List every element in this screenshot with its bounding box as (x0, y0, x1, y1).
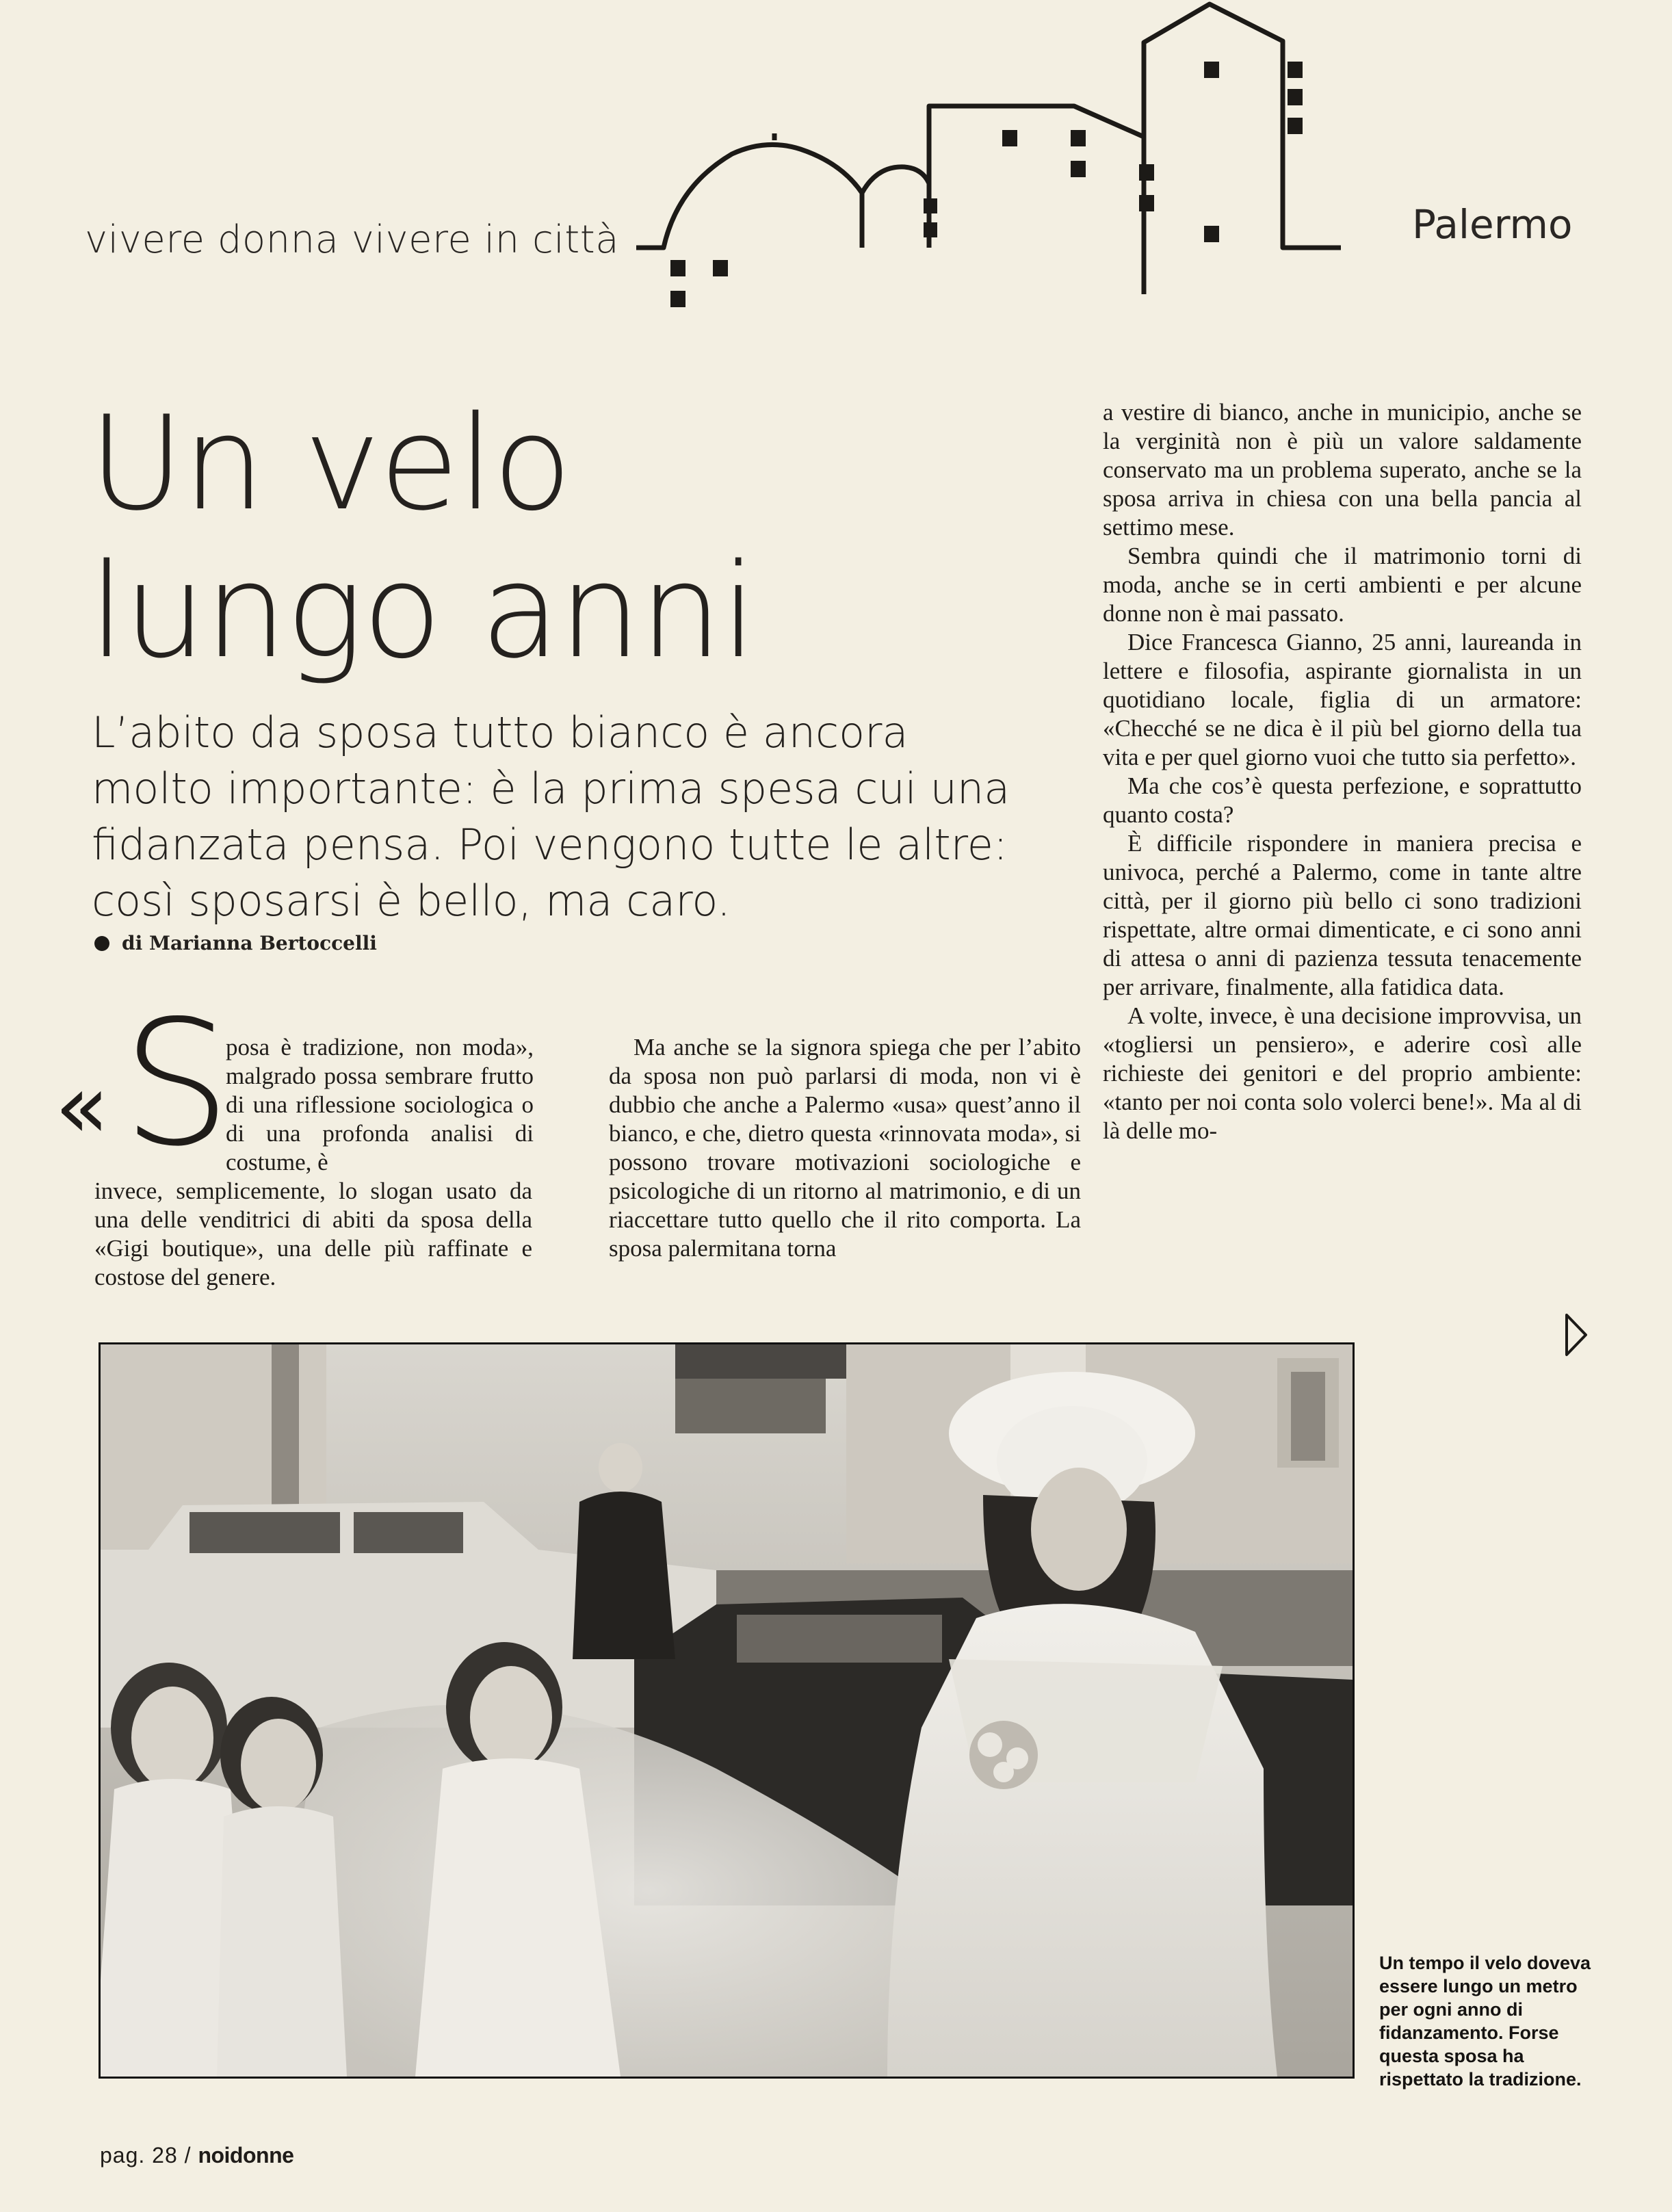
byline (94, 932, 377, 954)
column-2 (609, 1033, 1081, 1263)
paragraph: Dice Francesca Gianno, 25 anni, laureanda in lettere e filosofia, aspirante giornalista in un quotidiano locale, figlia di un armatore: «Checché se ne dica è il più bel giorno della tua vita e per quel giorno vuoi che tutto sia perfetto». (1103, 629, 1582, 770)
magazine-name: noidonne (198, 2143, 294, 2168)
continue-arrow-icon (1563, 1311, 1590, 1359)
drop-quote-mark: « (55, 1054, 109, 1158)
deck-line: fidanzata pensa. Poi vengono tutte le altre: (92, 820, 1008, 870)
article-deck (92, 705, 1063, 929)
byline-text: di Marianna Bertoccelli (122, 932, 377, 954)
deck-line: così sposarsi è bello, ma caro. (92, 876, 731, 926)
title-line: lungo anni (89, 536, 756, 687)
wedding-photo (99, 1342, 1355, 2079)
title-line: Un velo (89, 388, 571, 539)
city-skyline-illustration (636, 0, 1430, 322)
photo-caption: Un tempo il velo doveva essere lungo un metro per ogni anno di fidanzamento. Forse questa sposa ha rispettato la tradizione. (1379, 1953, 1591, 2090)
column-1-lead (226, 1033, 534, 1177)
column-1 (94, 1177, 532, 1292)
deck-line: L’abito da sposa tutto bianco è ancora (92, 707, 909, 757)
paragraph: È difficile rispondere in maniera precisa e univoca, perché a Palermo, come in tante altre città, per il giorno più bello ci sono tradizioni rispettate, altre ormai dimenticate, e ci sono anni di attesa o anni di pazienza tessuta tenacemente per arrivare, finalmente, alla fatidica data. (1103, 830, 1582, 1000)
paragraph: posa è tradizione, non moda», malgrado possa sembrare frutto di una riflessione sociologica o di una profonda analisi di costume, è (226, 1034, 534, 1175)
section-rubric: vivere donna vivere in città (85, 218, 620, 262)
paragraph: a vestire di bianco, anche in municipio, anche se la verginità non è più un valore saldamente conservato ma un problema superato, anche se la sposa arriva in chiesa con una bella pancia al settimo mese. (1103, 399, 1582, 541)
paragraph: Sembra quindi che il matrimonio torni di moda, anche se in certi ambienti e per alcune donne non è mai passato. (1103, 543, 1582, 627)
paragraph: Ma che cos’è questa perfezione, e soprattutto quanto costa? (1103, 772, 1582, 828)
paragraph: invece, semplicemente, lo slogan usato da una delle venditrici di abiti da sposa della «Gigi boutique», una delle più raffinate e costose del genere. (94, 1177, 532, 1290)
column-3 (1103, 398, 1582, 1145)
city-label: Palermo (1412, 201, 1573, 248)
paragraph: Ma anche se la signora spiega che per l’abito da sposa non può parlarsi di moda, non vi è dubbio che anche a Palermo «usa» quest’anno il bianco, e che, dietro questa «rinnovata moda», si possono trovare motivazioni sociologiche e psicologiche di un ritorno al matrimonio, e di un riaccettare tutto quello che il rito comporta. La sposa palermitana torna (609, 1034, 1081, 1262)
drop-cap: S (122, 984, 231, 1184)
page-folio (100, 2143, 293, 2168)
bullet-icon (94, 936, 109, 951)
article-title (89, 390, 1047, 686)
page-number: pag. 28 / (100, 2143, 192, 2168)
deck-line: molto importante: è la prima spesa cui una (92, 764, 1010, 814)
paragraph: A volte, invece, è una decisione improvvisa, un «togliersi un pensiero», e aderire così alle richieste dei genitori e del proprio ambiente: «tanto per noi conta solo volerci bene!». Ma al di là delle mo- (1103, 1002, 1582, 1144)
